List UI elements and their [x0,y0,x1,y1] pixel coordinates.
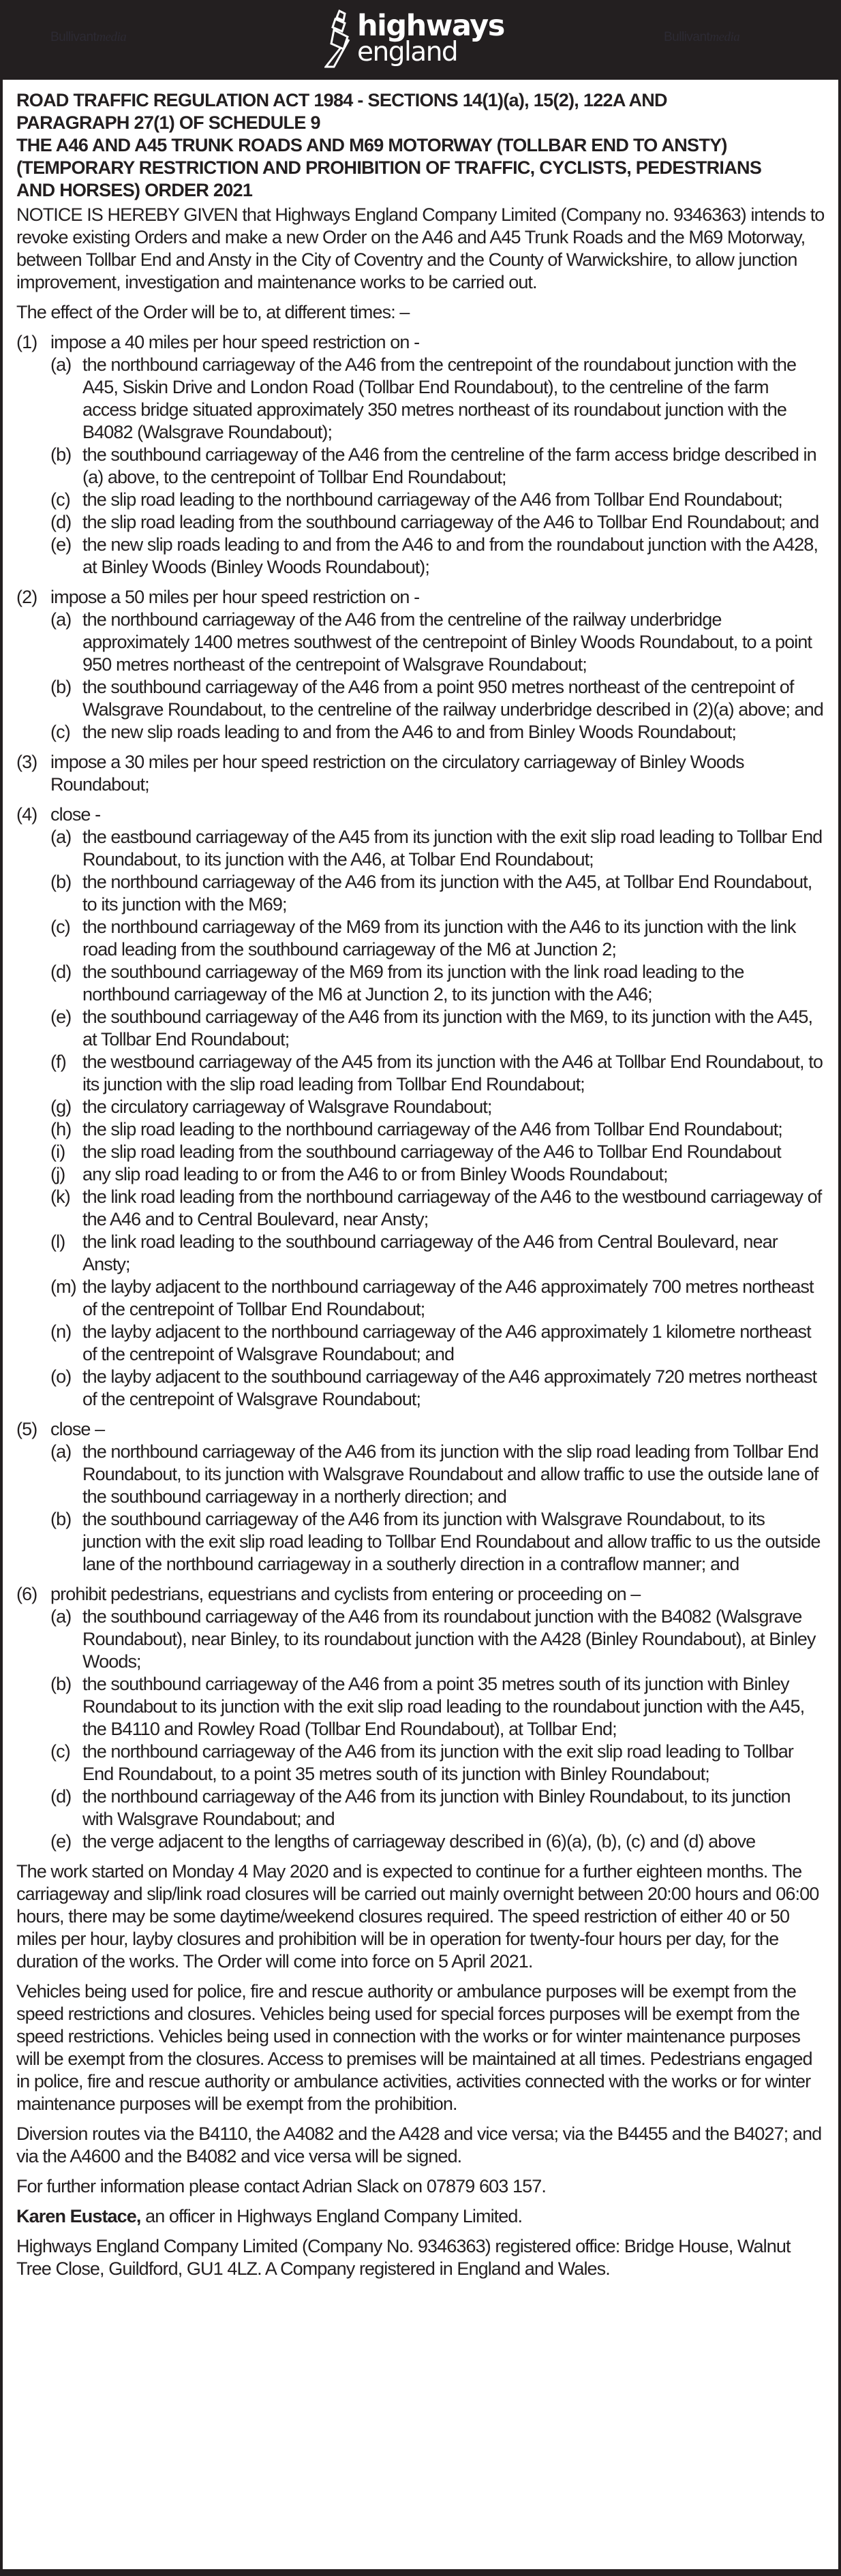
watermark-brand: Bullivant [50,30,97,44]
order-sub-item [50,1276,825,1321]
order-sub-item [50,1741,825,1785]
order-item-heading [16,1418,825,1441]
order-item-heading [16,751,825,796]
sub-item-letter: (a) [50,354,72,375]
logo-word-england: england [357,36,458,67]
order-item [16,803,825,1411]
order-item-text: impose a 30 miles per hour speed restriction on the circulatory carriageway of Binley Woods Roundabout; [50,752,744,795]
sub-item-text: the circulatory carriageway of Walsgrave Roundabout; [82,1097,492,1117]
schedule-paragraph: The work started on Monday 4 May 2020 and is expected to continue for a further eighteen months. The carriageway and slip/link road closures will be carried out mainly overnight between 20:00 hours and 06:00 hours, there may be some daytime/weekend closures required. The speed restriction of either 40 or 50 miles per hour, layby closures and prohibition will be in operation for twenty-four hours per day, for the duration of the works. The Order will come into force on 5 April 2021. [16,1861,819,1972]
diversion-paragraph: Diversion routes via the B4110, the A4082 and the A428 and vice versa; via the B4455 and the B4027; and via the A4600 and the B4082 and vice versa will be signed. [16,2123,822,2166]
sub-item-text: the southbound carriageway of the A46 from its junction with the M69, to its junction with the A45, at Tollbar End Roundabout; [82,1007,813,1049]
order-sub-item [50,1830,825,1853]
sub-item-letter: (f) [50,1052,66,1072]
sub-item-letter: (a) [50,1441,72,1462]
order-item-number: (3) [16,752,37,772]
order-sub-item [50,1321,825,1366]
sub-item-letter: (k) [50,1186,70,1207]
sub-item-text: the layby adjacent to the northbound carriageway of the A46 approximately 700 metres northeast of the centrepoint of Tollbar End Roundabout; [82,1276,814,1319]
sub-item-letter: (d) [50,512,72,532]
order-sub-item [50,1096,825,1118]
order-sub-item [50,676,825,721]
sub-item-letter: (m) [50,1276,76,1297]
order-sub-item [50,1006,825,1051]
order-sub-item [50,826,825,871]
highways-england-logo [324,10,504,68]
contact-paragraph: For further information please contact Adrian Slack on 07879 603 157. [16,2176,546,2196]
order-item-heading [16,586,825,609]
sub-item-letter: (e) [50,534,72,555]
sub-item-letter: (a) [50,609,72,630]
title-line: THE A46 AND A45 TRUNK ROADS AND M69 MOTORWAY (TOLLBAR END TO ANSTY) [16,135,727,155]
sub-item-letter: (d) [50,962,72,982]
sub-item-text: the slip road leading to the northbound carriageway of the A46 from Tollbar End Roundabout; [82,1119,782,1139]
sub-item-letter: (c) [50,489,70,510]
order-sub-item [50,354,825,444]
watermark-brand: Bullivant [664,30,710,44]
signatory [16,2205,825,2228]
sub-item-letter: (o) [50,1366,72,1387]
signatory-name: Karen Eustace, [16,2206,141,2226]
sub-item-letter: (c) [50,722,70,742]
sub-item-text: the verge adjacent to the lengths of carriageway described in (6)(a), (b), (c) and (d) above [82,1831,756,1852]
sub-item-text: the link road leading to the southbound carriageway of the A46 from Central Boulevard, near Ansty; [82,1231,778,1274]
order-sub-item [50,871,825,916]
order-item-text: close – [50,1419,105,1439]
order-item-heading [16,803,825,826]
title-line: PARAGRAPH 27(1) OF SCHEDULE 9 [16,112,320,133]
order-sub-item [50,534,825,579]
order-item-number: (4) [16,804,37,825]
order-item-heading [16,1583,825,1606]
sub-item-text: the southbound carriageway of the A46 from its roundabout junction with the B4082 (Walsgrave Roundabout), near Binley, to its roundabout junction with the A428 (Binley Roundabout), at Binley Woods; [82,1606,816,1672]
order-item [16,586,825,743]
order-item-text: impose a 50 miles per hour speed restriction on - [50,587,420,607]
order-sub-item [50,721,825,743]
sub-item-text: the new slip roads leading to and from the A46 to and from Binley Woods Roundabout; [82,722,736,742]
sub-item-letter: (c) [50,1741,70,1762]
sub-item-letter: (g) [50,1097,72,1117]
sub-item-letter: (i) [50,1141,65,1162]
sub-item-text: the layby adjacent to the southbound carriageway of the A46 approximately 720 metres northeast of the centrepoint of Walsgrave Roundabout; [82,1366,817,1409]
title-line: AND HORSES) ORDER 2021 [16,180,253,200]
sub-item-text: the westbound carriageway of the A45 from its junction with the A46 at Tollbar End Roundabout, to its junction with the slip road leading from Tollbar End Roundabout; [82,1052,823,1094]
sub-item-text: the northbound carriageway of the A46 from its junction with the A45, at Tollbar End Roundabout, to its junction with the M69; [82,872,812,915]
order-items-list [16,331,825,1853]
order-item [16,751,825,796]
sub-item-letter: (e) [50,1831,72,1852]
order-item-heading [16,331,825,354]
order-sub-item [50,1508,825,1576]
intro-paragraph: NOTICE IS HEREBY GIVEN that Highways England Company Limited (Company no. 9346363) intends to revoke existing Orders and make a new Order on the A46 and A45 Trunk Roads and the M69 Motorway, between Tollbar End and Ansty in the City of Coventry and the County of Warwickshire, to allow junction improvement, investigation and maintenance works to be carried out. [16,204,825,292]
title-line: (TEMPORARY RESTRICTION AND PROHIBITION OF TRAFFIC, CYCLISTS, PEDESTRIANS [16,157,762,178]
order-sub-item [50,444,825,489]
sub-item-text: the slip road leading to the northbound carriageway of the A46 from Tollbar End Roundabout; [82,489,782,510]
order-item-text: close - [50,804,101,825]
sub-item-text: the eastbound carriageway of the A45 from its junction with the exit slip road leading to Tollbar End Roundabout, to its junction with the A46, at Tolbar End Roundabout; [82,827,823,870]
order-item-number: (1) [16,332,37,352]
order-sub-item [50,609,825,676]
order-item [16,331,825,579]
order-sub-item [50,1673,825,1741]
sub-item-text: the northbound carriageway of the A46 from its junction with Binley Roundabout, to its junction with Walsgrave Roundabout; and [82,1786,791,1829]
sub-item-text: the southbound carriageway of the A46 from the centreline of the farm access bridge described in (a) above, to the centrepoint of Tollbar End Roundabout; [82,444,816,487]
notice-body [3,80,838,2569]
sub-item-letter: (a) [50,1606,72,1627]
sub-item-text: the northbound carriageway of the A46 from the centrepoint of the roundabout junction with the A45, Siskin Drive and London Road (Tollbar End Roundabout), to the centreline of the farm access bridge situated approximately 350 metres northeast of its roundabout junction with the B4082 (Walsgrave Roundabout); [82,354,797,442]
order-sub-item [50,1606,825,1673]
order-sub-item [50,1051,825,1096]
sub-item-text: the northbound carriageway of the A46 from its junction with the slip road leading from Tollbar End Roundabout, to its junction with Walsgrave Roundabout and allow traffic to use the outside lane of the southbound carriageway in a northerly direction; and [82,1441,819,1507]
sub-item-letter: (j) [50,1164,65,1184]
order-sub-item [50,511,825,534]
exemptions-paragraph: Vehicles being used for police, fire and rescue authority or ambulance purposes will be exempt from the speed restrictions and closures. Vehicles being used for special forces purposes will be exempt from the speed restrictions. Vehicles being used in connection with the works or for winter maintenance purposes will be exempt from the closures. Access to premises will be maintained at all times. Pedestrians engaged in police, fire and rescue authority or ambulance activities, activities connected with the works or for winter maintenance purposes will be exempt from the prohibition. [16,1981,812,2114]
watermark-brand-italic: media [709,30,740,44]
sub-item-text: the northbound carriageway of the A46 from its junction with the exit slip road leading to Tollbar End Roundabout, to a point 35 metres south of its junction with Binley Roundabout; [82,1741,793,1784]
watermark-text [50,30,126,45]
order-sub-item [50,489,825,511]
order-item [16,1418,825,1576]
order-item-text: prohibit pedestrians, equestrians and cyclists from entering or proceeding on – [50,1584,641,1604]
sub-item-text: the northbound carriageway of the A46 from the centreline of the railway underbridge approximately 1400 metres southwest of the centrepoint of Binley Woods Roundabout, to a point 950 metres northeast of the centrepoint of Walsgrave Roundabout; [82,609,812,675]
sub-item-letter: (e) [50,1007,72,1027]
sub-item-letter: (b) [50,1509,72,1529]
sub-item-letter: (b) [50,677,72,697]
sub-item-text: the northbound carriageway of the M69 from its junction with the A46 to its junction with the link road leading from the southbound carriageway of the M6 at Junction 2; [82,917,796,960]
registered-office: Highways England Company Limited (Company No. 9346363) registered office: Bridge House, Walnut Tree Close, Guildford, GU1 4LZ. A Company registered in England and Wales. [16,2236,791,2279]
signatory-role: an officer in Highways England Company Limited. [140,2206,523,2226]
effect-lead: The effect of the Order will be to, at different times: – [16,302,410,322]
sub-item-text: the southbound carriageway of the M69 from its junction with the link road leading to the northbound carriageway of the M6 at Junction 2, to its junction with the A46; [82,962,744,1005]
sub-item-text: the southbound carriageway of the A46 from a point 950 metres northeast of the centrepoint of Walsgrave Roundabout, to the centreline of the railway underbridge described in (2)(a) above; and [82,677,823,720]
sub-item-letter: (b) [50,1674,72,1694]
watermark-text [664,30,739,45]
notice-content [16,89,825,2280]
notice-title [16,89,825,202]
sub-item-letter: (b) [50,444,72,465]
order-sub-item [50,1186,825,1231]
sub-item-letter: (c) [50,917,70,937]
sub-item-text: the southbound carriageway of the A46 from a point 35 metres south of its junction with Binley Roundabout to its junction with the exit slip road leading to the roundabout junction with the A45, the B4110 and Rowley Road (Tollbar End Roundabout), at Tollbar End; [82,1674,805,1739]
order-sub-item [50,1118,825,1141]
order-sub-item [50,1163,825,1186]
sub-item-text: the southbound carriageway of the A46 from its junction with Walsgrave Roundabout, to its junction with the exit slip road leading to Tollbar End Roundabout and allow traffic to us the outside lane of the northbound carriageway in a southerly direction in a contraflow manner; and [82,1509,821,1574]
watermark-brand-italic: media [96,30,127,44]
sub-item-letter: (l) [50,1231,65,1252]
sub-item-text: the link road leading from the northbound carriageway of the A46 to the westbound carriageway of the A46 and to Central Boulevard, near Ansty; [82,1186,822,1229]
order-sub-item [50,1441,825,1508]
order-item-number: (6) [16,1584,37,1604]
order-item-number: (5) [16,1419,37,1439]
logo-ribbon-icon [324,10,352,68]
order-item-text: impose a 40 miles per hour speed restriction on - [50,332,420,352]
logo-word-highways: highways [357,9,504,44]
order-sub-item [50,1366,825,1411]
order-item-number: (2) [16,587,37,607]
order-sub-item [50,1231,825,1276]
sub-item-text: any slip road leading to or from the A46 to or from Binley Woods Roundabout; [82,1164,668,1184]
sub-item-letter: (h) [50,1119,72,1139]
order-sub-item [50,1785,825,1830]
header-banner [0,0,841,80]
sub-item-letter: (n) [50,1321,72,1342]
sub-item-letter: (a) [50,827,72,847]
order-sub-item [50,1141,825,1163]
order-sub-item [50,961,825,1006]
sub-item-letter: (d) [50,1786,72,1807]
sub-item-letter: (b) [50,872,72,892]
sub-item-text: the slip road leading from the southbound carriageway of the A46 to Tollbar End Roundabout [82,1141,781,1162]
order-sub-item [50,916,825,961]
sub-item-text: the new slip roads leading to and from the A46 to and from the roundabout junction with the A428, at Binley Woods (Binley Woods Roundabout); [82,534,818,577]
sub-item-text: the layby adjacent to the northbound carriageway of the A46 approximately 1 kilometre northeast of the centrepoint of Walsgrave Roundabout; and [82,1321,811,1364]
sub-item-text: the slip road leading from the southbound carriageway of the A46 to Tollbar End Roundabout; and [82,512,819,532]
title-line: ROAD TRAFFIC REGULATION ACT 1984 - SECTIONS 14(1)(a), 15(2), 122A AND [16,90,667,110]
order-item [16,1583,825,1853]
